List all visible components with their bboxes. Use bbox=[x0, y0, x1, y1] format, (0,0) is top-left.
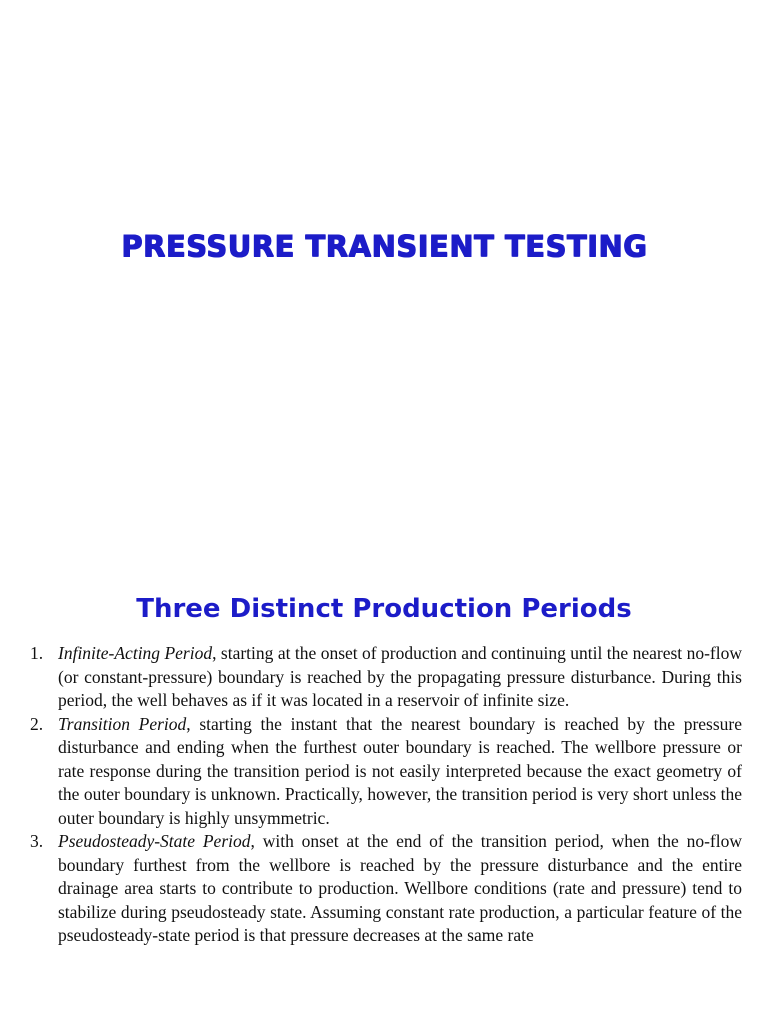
list-item-number: 1. bbox=[30, 643, 44, 663]
list-item-number: 2. bbox=[30, 713, 44, 734]
period-term: Infinite-Acting Period bbox=[58, 643, 213, 663]
section-title: Three Distinct Production Periods bbox=[136, 594, 632, 624]
page-title: PRESSURE TRANSIENT TESTING bbox=[120, 229, 648, 263]
period-description: , starting at the onset of production and continuing until the nearest no-flow (or constant-pressure) boundary is reached by the propagating pressure disturbance. During this period, the well behaves as if it was located in a reservoir of infinite size. bbox=[58, 643, 742, 710]
period-term: Transition Period bbox=[58, 713, 187, 734]
list-item-pseudosteady-state-period bbox=[22, 830, 742, 948]
list-item-infinite-acting-period bbox=[22, 642, 742, 713]
period-term: Pseudosteady-State Period bbox=[58, 831, 251, 851]
production-periods-list bbox=[22, 642, 742, 948]
list-item-transition-period bbox=[22, 713, 742, 831]
list-item-number: 3. bbox=[30, 831, 44, 851]
period-description: , with onset at the end of the transition period, when the no-flow boundary furthest from the wellbore is reached by the pressure disturbance and the entire drainage area starts to contribute to production. Wellbore conditions (rate and pressure) tend to stabilize during pseudosteady state. Assuming constant rate production, a particular feature of the pseudosteady-state period is that pressure decreases at the same rate bbox=[58, 831, 742, 945]
period-description: , starting the instant that the nearest boundary is reached by the pressure disturbance and ending when the furthest outer boundary is reached. The wellbore pressure or rate response during the transition period is not easily interpreted because the exact geometry of the outer boundary is unknown. Practically, however, the transition period is very short unless the outer boundary is highly unsymmetric. bbox=[58, 713, 742, 828]
